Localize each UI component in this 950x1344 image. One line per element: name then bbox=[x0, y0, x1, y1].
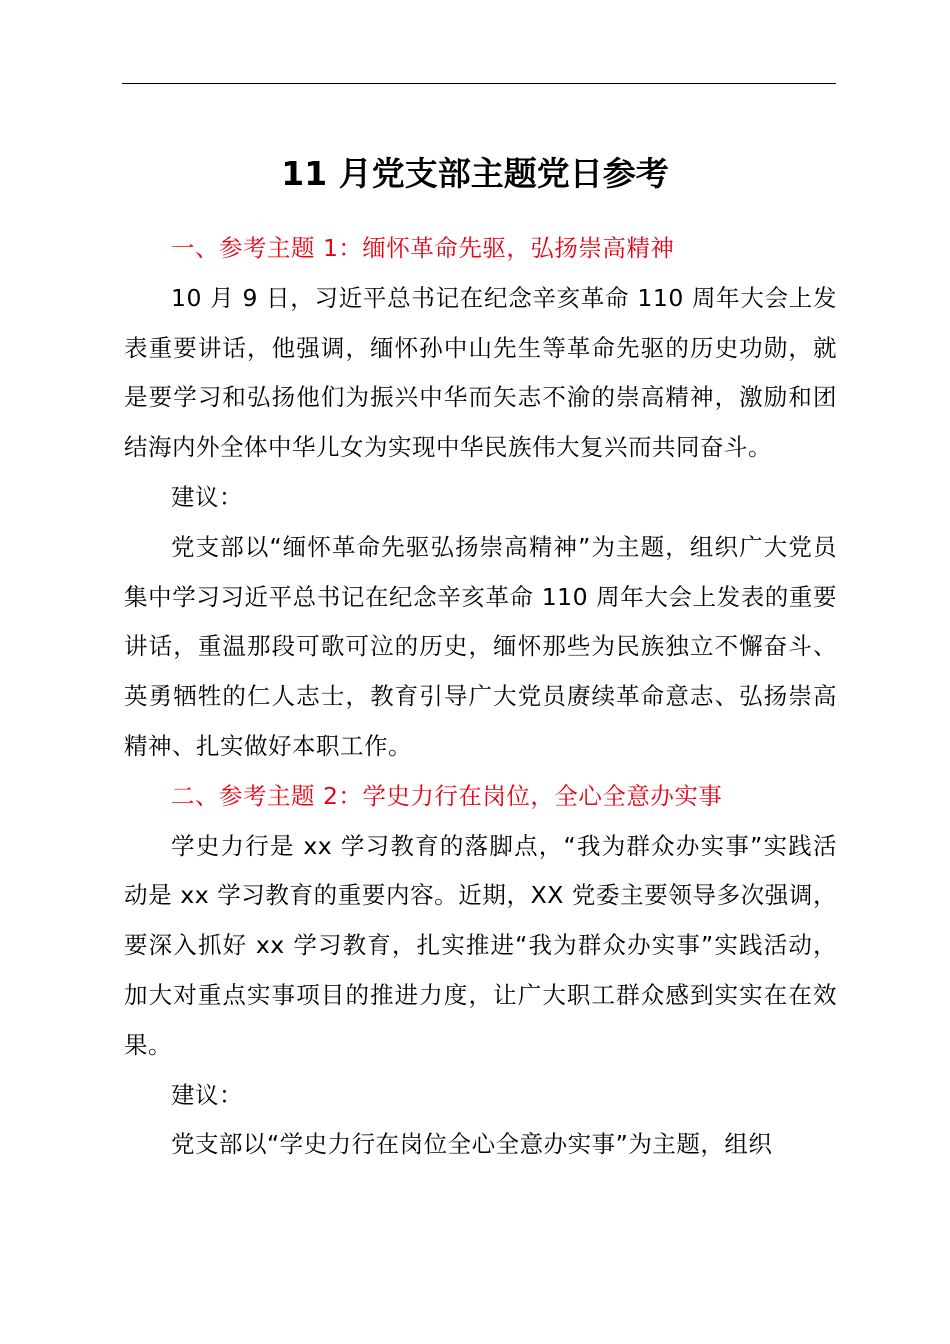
section-2-suggestion-label: 建议： bbox=[171, 1080, 243, 1109]
section-1-suggestion-text: 党支部以“缅怀革命先驱弘扬崇高精神”为主题，组织广大党员集中学习习近平总书记在纪念辛亥革命 110 周年大会上发表的重要讲话，重温那段可歌可泣的历史，缅怀那些为民族独立不懈奋斗、英勇牺牲的仁人志士，教育引导广大党员赓续革命意志、弘扬崇高精神、扎实做好本职工作。 bbox=[124, 532, 837, 760]
section-heading-1: 一、参考主题 1：缅怀革命先驱，弘扬崇高精神 bbox=[171, 234, 675, 262]
section-2-paragraph: 学史力行是 xx 学习教育的落脚点，“我为群众办实事”实践活动是 xx 学习教育的重要内容。近期，XX 党委主要领导多次强调，要深入抓好 xx 学习教育，扎实推进“我为群众办实事”实践活动，加大对重点实事项目的推进力度，让广大职工群众感到实实在在效果。 bbox=[124, 831, 837, 1059]
document-title: 11 月党支部主题党日参考 bbox=[281, 154, 669, 193]
section-1-suggestion-label: 建议： bbox=[171, 482, 243, 511]
section-1-paragraph: 10 月 9 日，习近平总书记在纪念辛亥革命 110 周年大会上发表重要讲话，他强调，缅怀孙中山先生等革命先驱的历史功勋，就是要学习和弘扬他们为振兴中华而矢志不渝的崇高精神，激励和团结海内外全体中华儿女为实现中华民族伟大复兴而共同奋斗。 bbox=[124, 283, 837, 462]
header-rule bbox=[122, 83, 836, 84]
section-heading-2: 二、参考主题 2：学史力行在岗位，全心全意办实事 bbox=[171, 781, 723, 810]
section-2-suggestion-text: 党支部以“学史力行在岗位全心全意办实事”为主题，组织 bbox=[171, 1130, 773, 1159]
document-body bbox=[124, 224, 837, 1170]
